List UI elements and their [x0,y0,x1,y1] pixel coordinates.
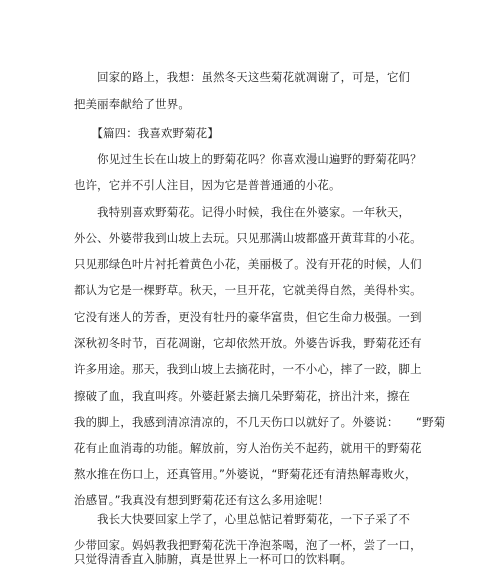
text-line-19: 少带回家。妈妈教我把野菊花洗干净泡茶喝，泡了一杯，尝了一口， [74,538,422,552]
text-line-12: 许多用途。那天，我到山坡上去摘花时，一不小心，摔了一跤，脚上 [74,362,422,376]
section-heading: 【篇四：我喜欢野菊花】 [74,126,219,140]
text-line-17: 治感冒。”我真没有想到野菊花还有这么多用途呢！ [74,493,330,507]
text-line-05: 也许，它并不引人注目，因为它是普普通通的小花。 [74,178,341,192]
text-line-14: 我的脚上，我感到清凉清凉的，不几天伤口以就好了。外婆说： “野菊 [74,415,446,429]
text-line-06: 我特别喜欢野菊花。记得小时候，我住在外婆家。一年秋天， [74,205,411,219]
text-line-16: 熬水推在伤口上，还真管用。”外婆说，“野菊花还有清热解毒败火， [74,467,417,481]
text-line-04: 你见过生长在山坡上的野菊花吗？你喜欢漫山遍野的野菊花吗？ [74,152,422,166]
text-line-07: 外公、外婆带我到山坡上去玩。只见那满山坡都盛开黄茸茸的小花。 [74,231,422,245]
text-line-09: 都认为它是一棵野草。秋天，一旦开花，它就美得自然，美得朴实。 [74,283,422,297]
text-line-20: 只觉得清香直入肺腑，真是世界上一杯可口的饮料啊。 [74,552,353,566]
text-line-10: 它没有迷人的芳香，更没有牡丹的豪华富贵，但它生命力极强。一到 [74,310,422,324]
text-line-08: 只见那绿色叶片衬托着黄色小花，美丽极了。没有开花的时候，人们 [74,257,422,271]
text-line-11: 深秋初冬时节，百花凋谢，它却依然开放。外婆告诉我，野菊花还有 [74,336,422,350]
text-line-01: 回家的路上，我想：虽然冬天这些菊花就凋谢了，可是，它们 [74,70,411,84]
text-line-02: 把美丽奉献给了世界。 [74,97,190,111]
text-line-13: 擦破了血，我直叫疼。外婆赶紧去摘几朵野菊花，挤出汁来，擦在 [74,389,411,403]
text-line-18: 我长大快要回家上学了，心里总惦记着野菊花，一下子采了不 [74,512,411,526]
text-line-15: 花有止血消毒的功能。解放前，穷人治伤关不起药，就用干的野菊花 [74,441,422,455]
